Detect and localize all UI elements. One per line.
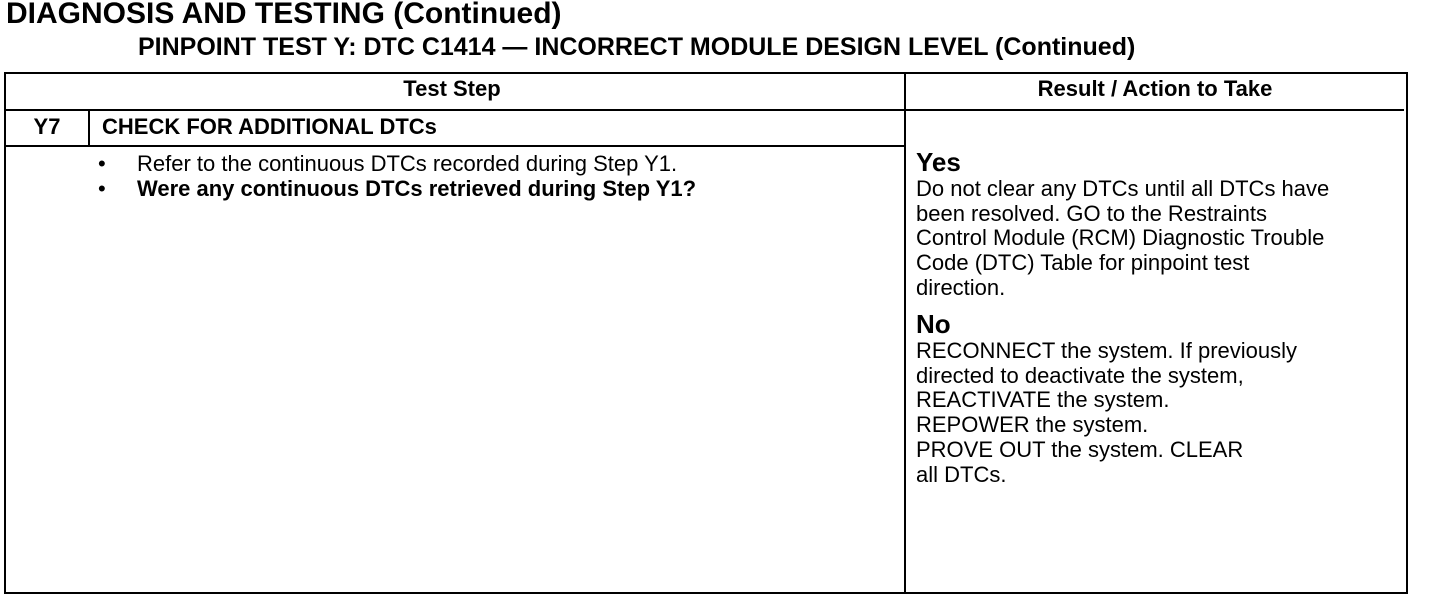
result-yes-label: Yes	[916, 147, 961, 177]
result-line: REPOWER the system.	[916, 412, 1149, 438]
bullet-marker: •	[98, 176, 106, 201]
column-divider	[904, 74, 906, 592]
header-result-action: Result / Action to Take	[1037, 76, 1273, 101]
step-row-divider	[6, 145, 904, 147]
step-id-divider	[88, 110, 90, 146]
result-line: Code (DTC) Table for pinpoint test	[916, 250, 1250, 276]
result-line: RECONNECT the system. If previously	[916, 338, 1298, 363]
step-id: Y7	[33, 114, 61, 139]
result-no-action	[916, 339, 1297, 487]
result-line: Control Module (RCM) Diagnostic Trouble	[916, 225, 1325, 251]
page-subtitle: PINPOINT TEST Y: DTC C1414 — INCORRECT MODULE DESIGN LEVEL (Continued)	[138, 33, 1136, 61]
result-line: been resolved. GO to the Restraints	[916, 200, 1267, 226]
result-line: all DTCs.	[916, 461, 1007, 487]
result-no-label: No	[916, 309, 951, 339]
result-line: REACTIVATE the system.	[916, 387, 1170, 413]
result-line: direction.	[916, 274, 1006, 300]
page-title: DIAGNOSIS AND TESTING (Continued)	[6, 0, 562, 30]
result-line: PROVE OUT the system. CLEAR	[916, 436, 1244, 462]
header-test-step: Test Step	[403, 76, 501, 101]
step-question: Were any continuous DTCs retrieved during Step Y1?	[137, 176, 697, 201]
bullet-marker: •	[98, 151, 106, 176]
result-line: directed to deactivate the system,	[916, 362, 1244, 388]
result-yes-action	[916, 177, 1329, 301]
step-title: CHECK FOR ADDITIONAL DTCs	[102, 114, 437, 139]
result-line: Do not clear any DTCs until all DTCs have	[916, 176, 1330, 201]
step-instruction: Refer to the continuous DTCs recorded during Step Y1.	[137, 151, 678, 176]
header-divider	[6, 109, 1404, 111]
